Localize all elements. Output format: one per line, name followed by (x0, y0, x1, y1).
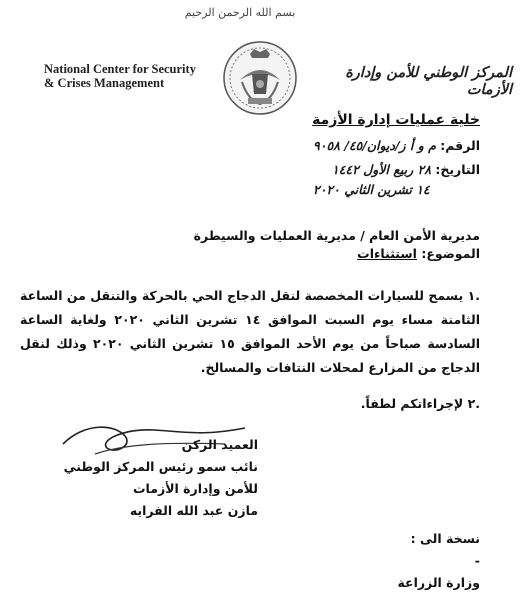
date-greg-value: ١٤ تشرين الثاني ٢٠٢٠ (313, 182, 430, 197)
subject-label: الموضوع: (421, 246, 480, 261)
cell-title (240, 112, 480, 128)
subject-value: استثناءات (357, 246, 417, 261)
org-name-en-line2: & Crises Management (44, 76, 165, 90)
copies-line1: - (474, 553, 480, 568)
paragraph-2 (20, 392, 480, 416)
org-name-english (44, 62, 224, 90)
copies-label: نسخة الى : (410, 531, 480, 546)
date-label: التاريخ: (435, 162, 480, 177)
basmala: بسم الله الرحمن الرحيم (184, 6, 296, 19)
paragraph-1 (20, 284, 480, 380)
reference-number (180, 138, 480, 153)
ref-value: م و أ ز/ديوان/٤٥/ ٩٠٥٨ (313, 138, 436, 153)
signer-title-line2: للأمن وإدارة الأزمات (133, 481, 258, 496)
ref-label: الرقم: (440, 138, 480, 153)
signer-name: مازن عبد الله الفرايه (129, 503, 258, 518)
signer-title-line1: نائب سمو رئيس المركز الوطني (63, 459, 258, 474)
p2-text: لإجراءاتكم لطفاً. (360, 396, 464, 411)
org-name-arabic: المركز الوطني للأمن وإدارة الأزمات (345, 64, 512, 98)
p2-number: .٢ (467, 396, 480, 411)
date-hijri-value: ٢٨ ربيع الأول ١٤٤٢ (331, 162, 431, 177)
org-name-en-line1: National Center for Security (44, 62, 196, 76)
p1-text: يسمح للسيارات المخصصة لنقل الدجاج الحي بالحركة والتنقل من الساعة الثامنة مساء يوم السبت الموافق ١٤ تشرين الثاني ٢٠٢٠ ولغاية الساعة السادسة صباحاً من يوم الأحد الموافق ١٥ تشرين الثاني ٢٠٢٠ وذلك لنقل الدجاج من المزارع لمحلات النتافات والمسالخ. (20, 288, 481, 375)
copies-block (280, 528, 480, 594)
p1-number: .١ (467, 288, 480, 303)
addressee: مديرية الأمن العام / مديرية العمليات والسيطرة (193, 228, 480, 243)
cell-title-text: خلية عمليات إدارة الأزمة (312, 112, 480, 128)
signer-rank: العميد الركن (181, 437, 258, 452)
signature-block (58, 434, 258, 522)
jordan-coat-of-arms-icon (222, 40, 298, 116)
copies-line2: وزارة الزراعة (397, 575, 480, 590)
date-gregorian (180, 182, 480, 197)
subject-line (60, 246, 480, 261)
date-hijri (180, 162, 480, 177)
